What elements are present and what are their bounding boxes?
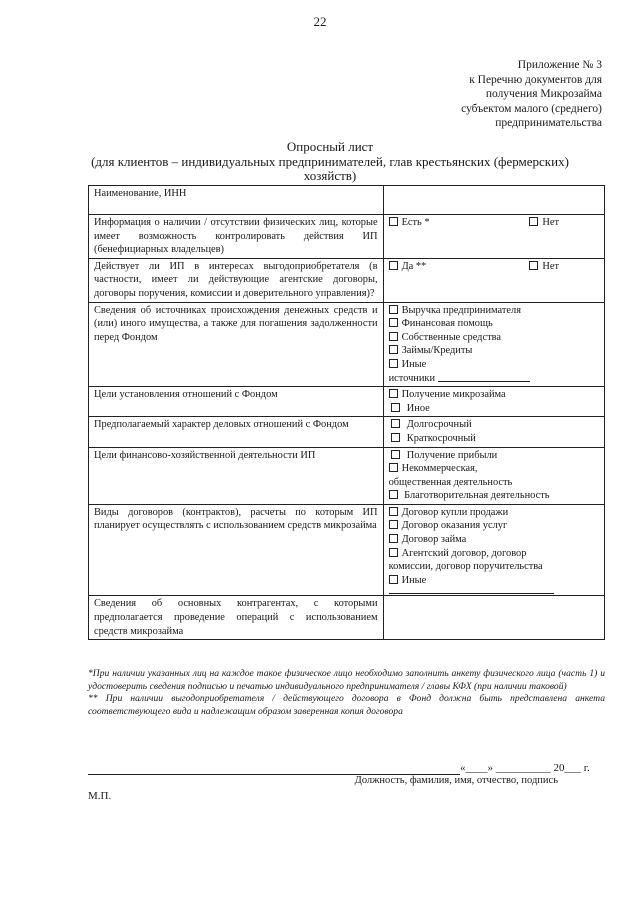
- checkbox-option[interactable]: Некоммерческая,: [389, 462, 599, 476]
- checkbox-option[interactable]: Займы/Кредиты: [389, 344, 599, 358]
- table-row: [89, 447, 605, 504]
- checkbox-icon[interactable]: [391, 419, 400, 428]
- checkbox-icon[interactable]: [389, 332, 398, 341]
- checkbox-option[interactable]: Получение микрозайма: [389, 388, 599, 402]
- answer-cell: [383, 215, 604, 259]
- table-row: [89, 417, 605, 447]
- row-label: Сведения об источниках происхождения денежных средств и (или) иного имущества, а также для погашения задолженности перед Фондом: [89, 302, 384, 387]
- checkbox-icon[interactable]: [391, 403, 400, 412]
- document-title: [70, 140, 590, 184]
- title-main: Опросный лист: [286, 139, 374, 154]
- checkbox-icon[interactable]: [389, 490, 398, 499]
- row-label: Цели финансово-хозяйственной деятельности ИП: [89, 447, 384, 504]
- row-label: Наименование, ИНН: [89, 186, 384, 215]
- checkbox-option[interactable]: Иные: [389, 358, 599, 372]
- date-field[interactable]: «____» __________ 20___ г.: [460, 762, 590, 774]
- answer-cell: [383, 417, 604, 447]
- row-label: Виды договоров (контрактов), расчеты по которым ИП планирует осуществлять с использованием средств микрозайма: [89, 504, 384, 596]
- checkbox-icon[interactable]: [389, 507, 398, 516]
- answer-cell: [383, 504, 604, 596]
- checkbox-icon[interactable]: [389, 389, 398, 398]
- appendix-line: к Перечню документов для: [469, 73, 602, 86]
- checkbox-icon[interactable]: [389, 305, 398, 314]
- row-label: Цели установления отношений с Фондом: [89, 387, 384, 417]
- fill-in-line[interactable]: [389, 593, 554, 594]
- checkbox-option[interactable]: Благотворительная деятельность: [389, 489, 599, 503]
- answer-field[interactable]: [383, 596, 604, 640]
- questionnaire-table: [88, 185, 605, 640]
- option-continuation: общественная деятельность: [388, 476, 513, 488]
- appendix-line: предпринимательства: [495, 117, 602, 130]
- checkbox-icon[interactable]: [391, 433, 400, 442]
- checkbox-option[interactable]: Нет: [529, 260, 559, 274]
- answer-cell: [383, 387, 604, 417]
- table-row: [89, 258, 605, 302]
- footnote: *При наличии указанных лиц на каждое такое физическое лицо необходимо заполнить анкету физического лица (часть 1) и удостоверить сведения подписью и печатью индивидуального предпринимателя / главы КФХ (при наличии таковой): [88, 668, 605, 692]
- answer-cell: [383, 258, 604, 302]
- checkbox-option[interactable]: Агентский договор, договор: [389, 547, 599, 561]
- checkbox-option[interactable]: Иное: [389, 402, 599, 416]
- answer-cell: [383, 447, 604, 504]
- answer-cell: [383, 302, 604, 387]
- table-row: [89, 596, 605, 640]
- stamp-place-label: М.П.: [88, 790, 112, 802]
- appendix-header: [461, 58, 602, 131]
- checkbox-option[interactable]: Краткосрочный: [389, 432, 599, 446]
- appendix-line: субъектом малого (среднего): [461, 102, 602, 115]
- checkbox-option[interactable]: Нет: [529, 216, 559, 230]
- fill-in-line[interactable]: [438, 381, 530, 382]
- footnotes: [88, 668, 605, 718]
- appendix-line: Приложение № 3: [517, 59, 602, 71]
- checkbox-option[interactable]: Да **: [389, 260, 427, 274]
- checkbox-option[interactable]: Финансовая помощь: [389, 317, 599, 331]
- checkbox-icon[interactable]: [389, 548, 398, 557]
- checkbox-option[interactable]: Договор купли продажи: [389, 506, 599, 520]
- title-sub: (для клиентов – индивидуальных предпринимателей, глав крестьянских (фермерских) хозяйств): [91, 153, 569, 183]
- checkbox-option[interactable]: Долгосрочный: [389, 418, 599, 432]
- checkbox-option[interactable]: Договор займа: [389, 533, 599, 547]
- page-number: 22: [313, 14, 327, 29]
- row-label: Предполагаемый характер деловых отношений с Фондом: [89, 417, 384, 447]
- checkbox-icon[interactable]: [389, 318, 398, 327]
- checkbox-option[interactable]: Иные: [389, 574, 599, 588]
- option-continuation: комиссии, договор поручительства: [388, 561, 543, 573]
- checkbox-icon[interactable]: [389, 520, 398, 529]
- table-row: [89, 302, 605, 387]
- checkbox-option[interactable]: Выручка предпринимателя: [389, 304, 599, 318]
- checkbox-icon[interactable]: [391, 450, 400, 459]
- checkbox-icon[interactable]: [389, 345, 398, 354]
- other-sources-line[interactable]: источники: [389, 372, 599, 386]
- checkbox-icon[interactable]: [529, 217, 538, 226]
- checkbox-icon[interactable]: [389, 534, 398, 543]
- checkbox-icon[interactable]: [389, 575, 398, 584]
- answer-field[interactable]: [383, 186, 604, 215]
- row-label: Действует ли ИП в интересах выгодоприобретателя (в частности, имеет ли действующие агентские договоры, договоры поручения, комиссии и доверительного управления)?: [89, 258, 384, 302]
- table-row: [89, 186, 605, 215]
- footnote: ** При наличии выгодоприобретателя / действующего договора в Фонд должна быть представлена анкета соответствующего вида и надлежащим образом заверенная копия договора: [88, 693, 605, 717]
- checkbox-icon[interactable]: [529, 261, 538, 270]
- checkbox-option[interactable]: Договор оказания услуг: [389, 519, 599, 533]
- checkbox-option[interactable]: Есть *: [389, 216, 430, 230]
- appendix-line: получения Микрозайма: [485, 88, 602, 101]
- row-label: Сведения об основных контрагентах, с которыми предполагается проведение операций с использованием средств микрозайма: [89, 596, 384, 640]
- checkbox-icon[interactable]: [389, 217, 398, 226]
- checkbox-option[interactable]: Собственные средства: [389, 331, 599, 345]
- row-label: Информация о наличии / отсутствии физических лиц, которые имеет возможность контролировать действия ИП (бенефициарных владельцев): [89, 215, 384, 259]
- checkbox-icon[interactable]: [389, 463, 398, 472]
- signature-caption: Должность, фамилия, имя, отчество, подпись: [354, 775, 558, 786]
- checkbox-option[interactable]: Получение прибыли: [389, 449, 599, 463]
- table-row: [89, 215, 605, 259]
- table-row: [89, 387, 605, 417]
- checkbox-icon[interactable]: [389, 359, 398, 368]
- table-row: [89, 504, 605, 596]
- checkbox-icon[interactable]: [389, 261, 398, 270]
